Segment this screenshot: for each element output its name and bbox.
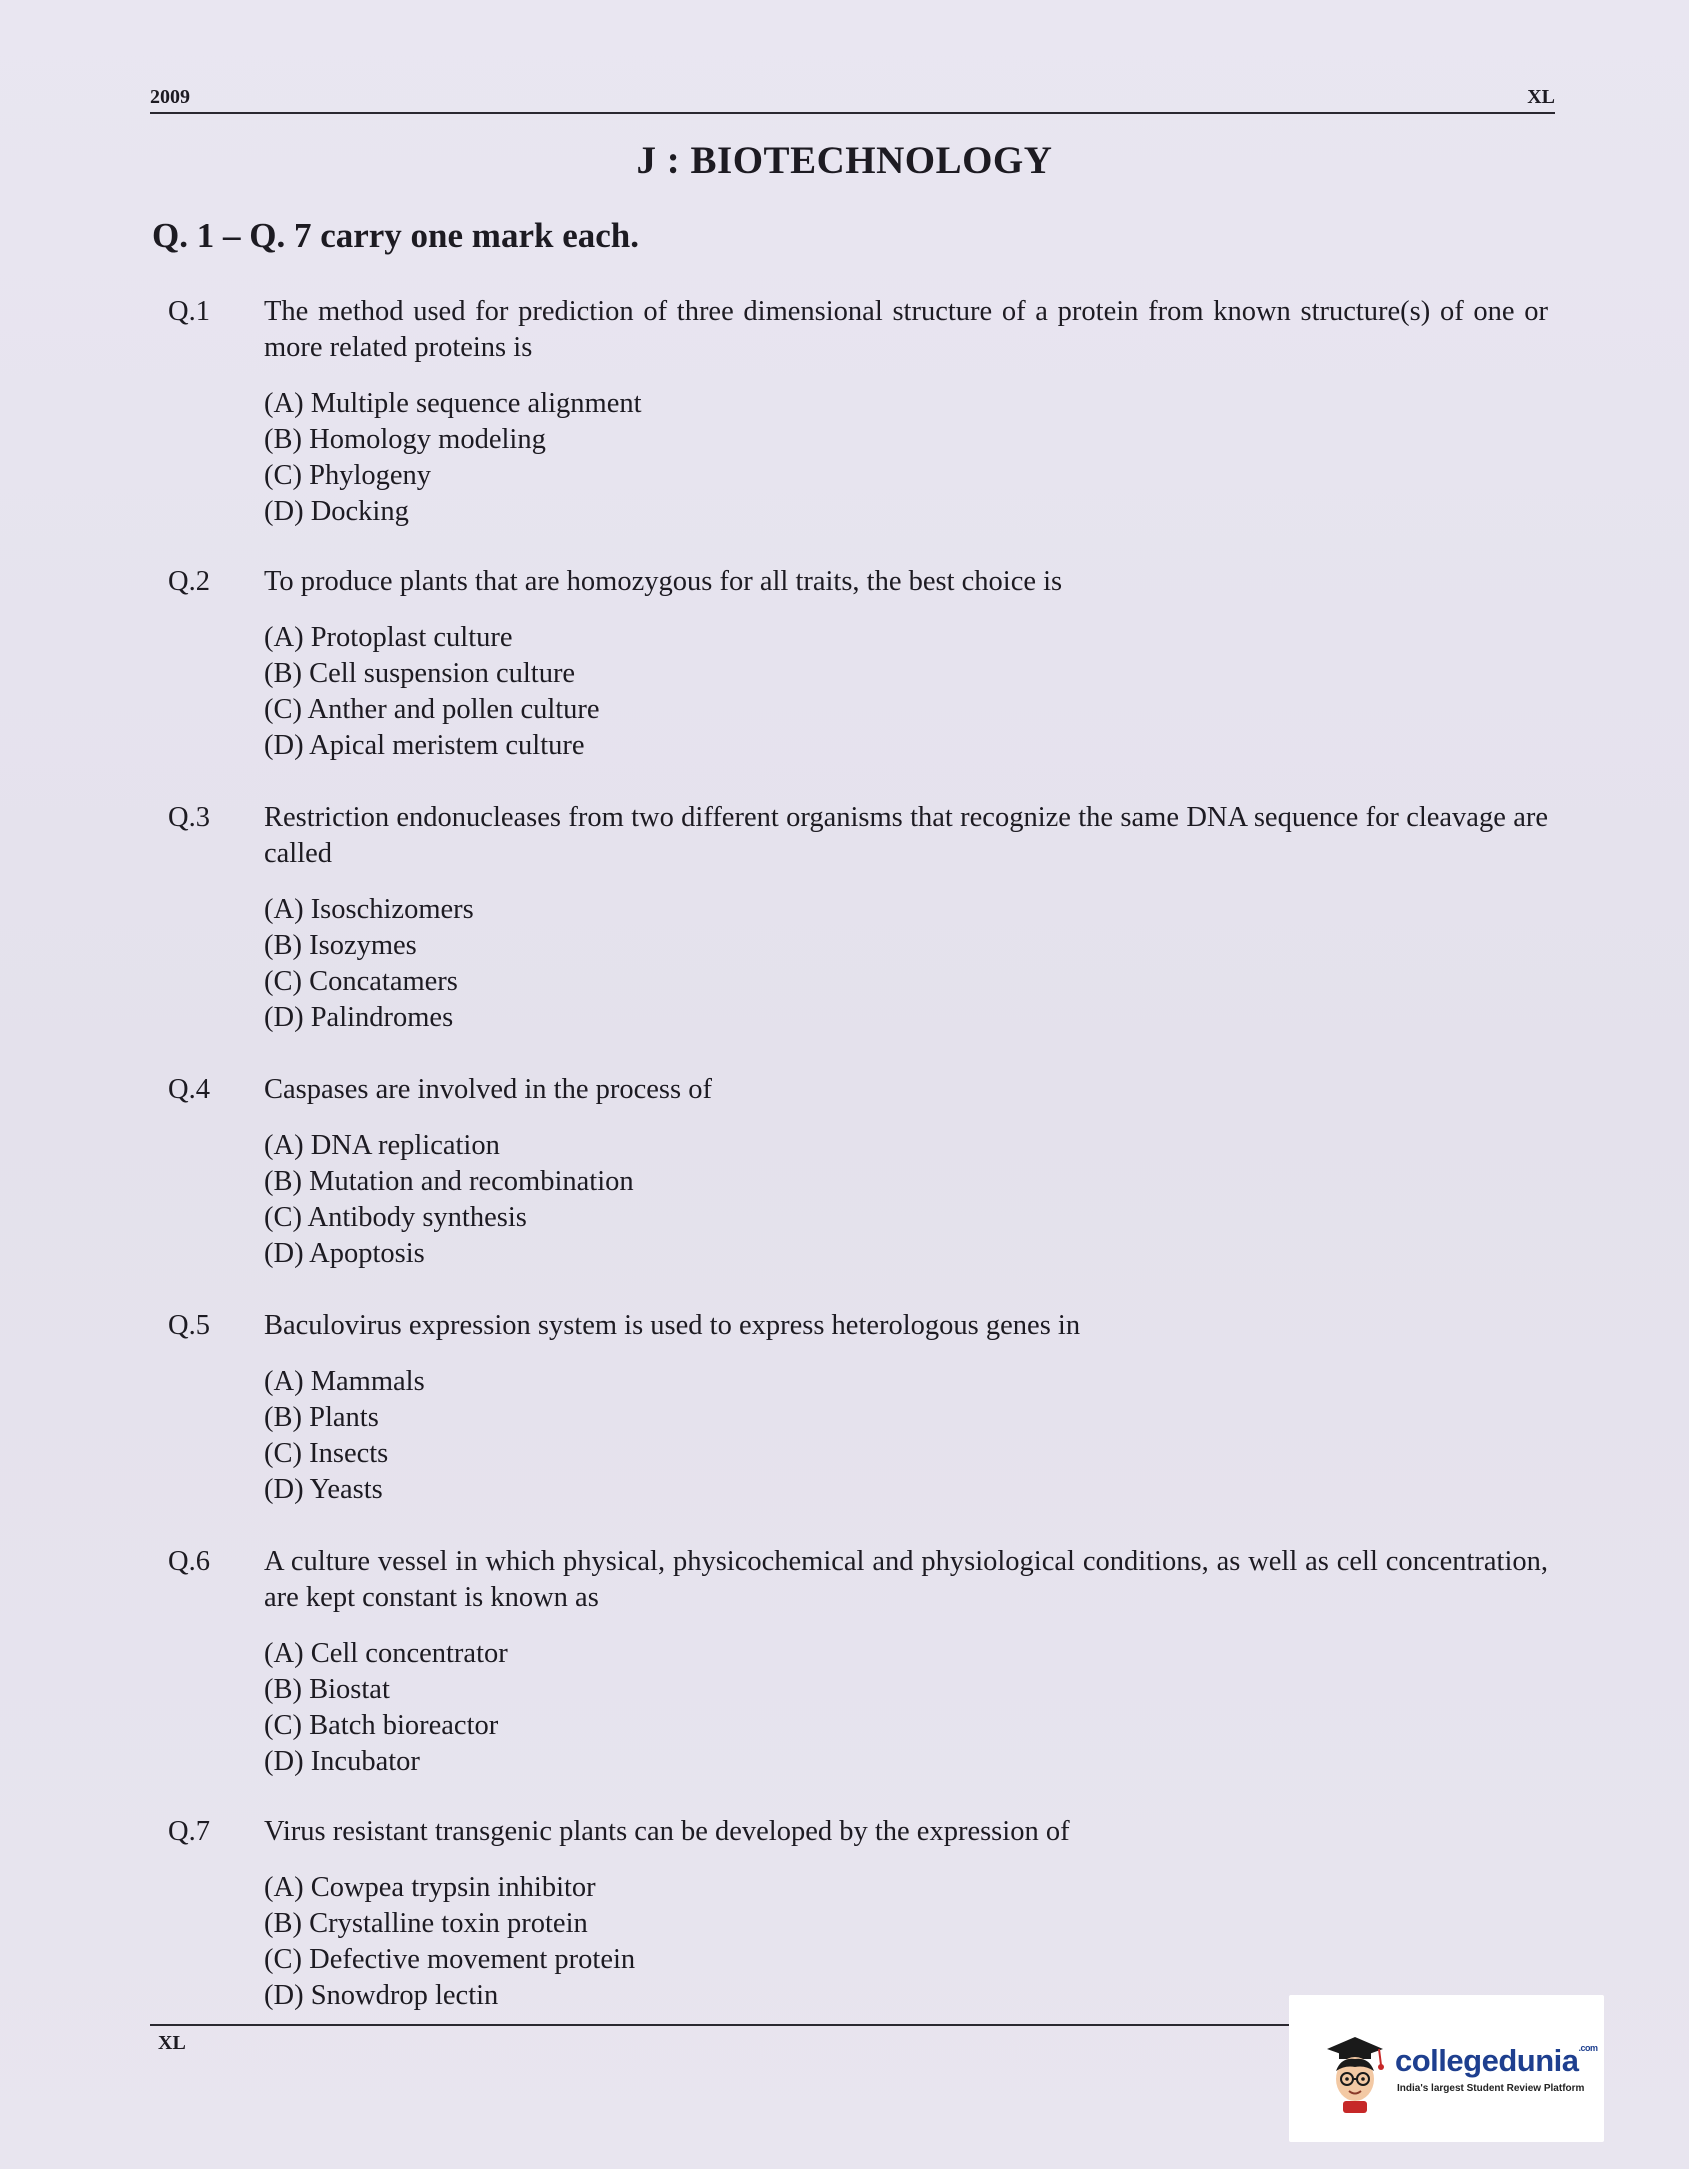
option-a: (A) DNA replication [264,1130,500,1161]
option-d: (D) Apical meristem culture [264,730,585,761]
option-list [264,1364,1548,1508]
question-number: Q.3 [168,802,210,833]
brand-tagline: India's largest Student Review Platform [1397,2083,1585,2094]
option-list [264,620,1548,764]
option-d: (D) Apoptosis [264,1238,425,1269]
option-c: (C) Defective movement protein [264,1944,636,1975]
option-b: (B) Cell suspension culture [264,658,576,689]
question-7 [168,1814,1548,2014]
option-a: (A) Multiple sequence alignment [264,388,642,419]
option-c: (C) Anther and pollen culture [264,694,600,725]
option-d: (D) Yeasts [264,1474,383,1505]
option-b: (B) Biostat [264,1674,390,1705]
option-c: (C) Batch bioreactor [264,1710,499,1741]
section-heading: Q. 1 – Q. 7 carry one mark each. [152,216,639,255]
option-a: (A) Isoschizomers [264,894,474,925]
header-paper-code: XL [1527,86,1555,108]
option-list [264,1870,1548,2014]
header-rule [150,112,1555,114]
question-number: Q.4 [168,1074,210,1105]
option-b: (B) Plants [264,1402,379,1433]
option-a: (A) Cowpea trypsin inhibitor [264,1872,596,1903]
option-d: (D) Snowdrop lectin [264,1980,499,2011]
question-text: A culture vessel in which physical, physicochemical and physiological conditions, as well as cell concentration, are kept constant is known as [264,1546,1548,1613]
question-text: To produce plants that are homozygous for all traits, the best choice is [264,566,1063,597]
collegedunia-watermark [1289,1995,1604,2142]
option-c: (C) Concatamers [264,966,458,997]
brand-name: collegedunia$^{.com}$ [1395,2043,1598,2078]
option-c: (C) Insects [264,1438,389,1469]
option-d: (D) Palindromes [264,1002,454,1033]
question-text: The method used for prediction of three dimensional structure of a protein from known structure(s) of one or more related proteins is [264,296,1548,363]
option-c: (C) Antibody synthesis [264,1202,527,1233]
question-number: Q.1 [168,296,210,327]
question-5 [168,1308,1548,1508]
option-c: (C) Phylogeny [264,460,432,491]
option-list [264,1636,1548,1780]
option-list [264,1128,1548,1272]
question-text: Caspases are involved in the process of [264,1074,712,1105]
question-2 [168,564,1548,764]
option-b: (B) Crystalline toxin protein [264,1908,588,1939]
option-a: (A) Cell concentrator [264,1638,508,1669]
option-b: (B) Isozymes [264,930,417,961]
footer-paper-code: XL [158,2032,186,2054]
option-list [264,892,1548,1036]
question-number: Q.5 [168,1310,210,1341]
question-3 [168,800,1548,1036]
question-number: Q.6 [168,1546,210,1577]
header-year: 2009 [150,86,190,108]
option-b: (B) Homology modeling [264,424,546,455]
question-text: Restriction endonucleases from two different organisms that recognize the same DNA sequence for cleavage are called [264,802,1548,869]
option-d: (D) Docking [264,496,409,527]
option-list [264,386,1548,530]
question-6 [168,1544,1548,1780]
page-title: J : BIOTECHNOLOGY [636,139,1053,182]
question-number: Q.2 [168,566,210,597]
option-a: (A) Mammals [264,1366,425,1397]
question-number: Q.7 [168,1816,210,1847]
question-4 [168,1072,1548,1272]
student-mascot-icon [1321,2031,1385,2115]
option-b: (B) Mutation and recombination [264,1166,634,1197]
option-a: (A) Protoplast culture [264,622,513,653]
question-1 [168,294,1548,530]
option-d: (D) Incubator [264,1746,420,1777]
question-text: Virus resistant transgenic plants can be developed by the expression of [264,1816,1070,1847]
question-text: Baculovirus expression system is used to express heterologous genes in [264,1310,1081,1341]
